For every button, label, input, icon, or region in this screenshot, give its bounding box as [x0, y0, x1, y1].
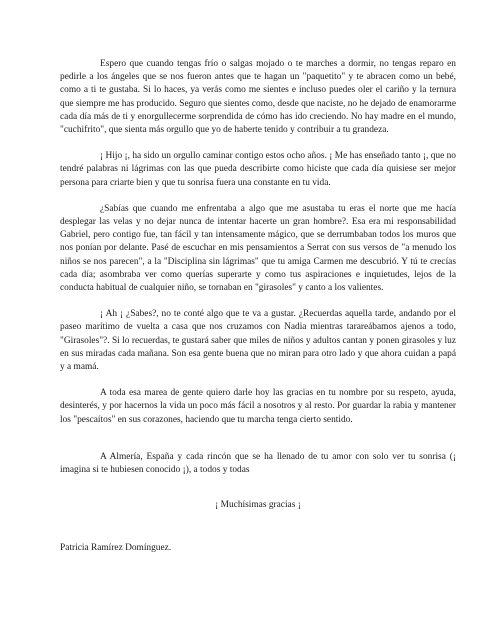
- paragraph-5: A toda esa marea de gente quiero darle hoy las gracias en tu nombre por su respeto, ayuda, desinterés, y por hacernos la vida un poco más fácil a nosotros y al resto. Por guardar la rabia y mantener los "pescaítos" en sus corazones, haciendo que tu marcha tenga cierto sentido.: [60, 388, 456, 425]
- dedication-paragraph: A Almería, España y cada rincón que se ha llenado de tu amor con solo ver tu sonrisa (¡ imagina si te hubiesen conocido ¡), a todos y todas: [60, 451, 456, 476]
- signature: Patricia Ramírez Domínguez.: [60, 543, 172, 554]
- paragraph-2: ¡ Hijo ¡, ha sido un orgullo caminar contigo estos ocho años. ¡ Me has enseñado tanto ¡, que no tendré palabras ni lágrimas con las que pueda describirte como hiciste que cada día quisiese ser mejor persona para criarte bien y que tu sonrisa fuera una constante en tu vida.: [60, 151, 456, 188]
- paragraph-4: ¡ Ah ¡ ¿Sabes?, no te conté algo que te va a gustar. ¿Recuerdas aquella tarde, andando por el paseo marítimo de vuelta a casa que nos cruzamos con Nadia mientras tarareábamos ajenos a todo, "Girasoles"?. Si lo recuerdas, te gustará saber que miles de niños y adultos cantan y ponen girasoles y luz en sus miradas cada mañana. Son esa gente buena que no miran para otro lado y que ahora cuidan a papá y a mamá.: [60, 309, 456, 373]
- paragraph-1: Espero que cuando tengas frío o salgas mojado o te marches a dormir, no tengas reparo en pedirle a los ángeles que se nos fueron antes que te hagan un "paquetito" y te abracen como un bebé, como a ti te gustaba. Si lo haces, ya verás como me sientes e incluso puedes oler el cariño y la ternura que siempre me has producido. Seguro que sientes como, desde que naciste, no he dejado de enamorarme cada día más de ti y enorgullecerme sorprendida de cómo has ido creciendo. No hay madre en el mundo, "cuchifrito", que sienta más orgullo que yo de haberte tenido y contribuir a tu grandeza.: [60, 59, 456, 136]
- closing-line: ¡ Muchísimas gracias ¡: [215, 500, 301, 511]
- paragraph-3: ¿Sabías que cuando me enfrentaba a algo que me asustaba tu eras el norte que me hacía desplegar las velas y no dejar nunca de intentar hacerte un gran hombre?. Esa era mi responsabilidad Gabriel, pero contigo fue, tan fácil y tan intensamente mágico, que se derrumbaban todos los muros que nos ponían por delante. Pasé de escuchar en mis pensamientos a Serrat con sus versos de "a menudo los niños se nos parecen", a la "Disciplina sin lágrimas" que tu amiga Carmen me descubrió. Y tú te crecías cada día; asombraba ver como querías superarte y como tus aspiraciones e inquietudes, lejos de la conducta habitual de cualquier niño, se tornaban en "girasoles" y canto a los valientes.: [60, 203, 456, 294]
